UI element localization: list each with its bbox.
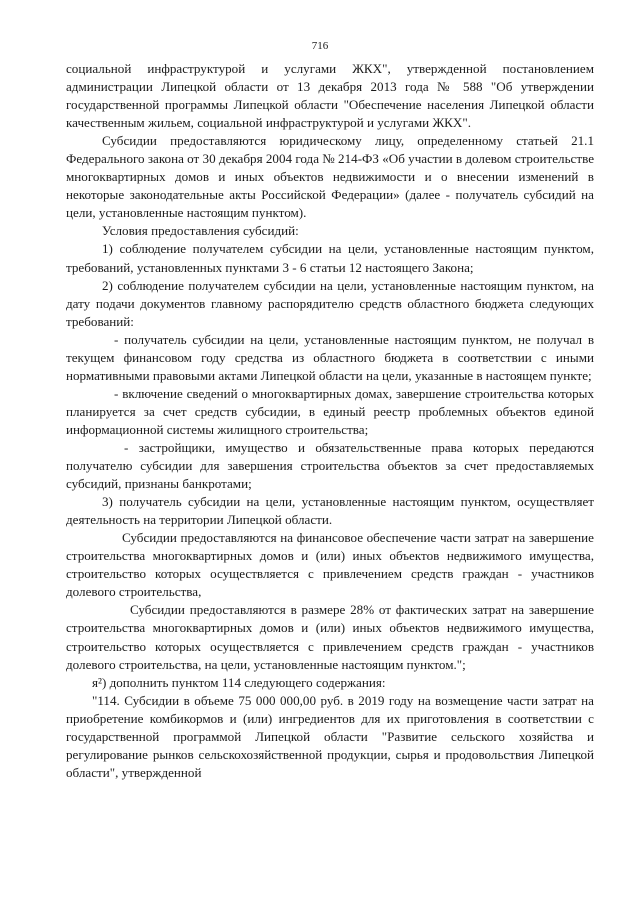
document-body: [66, 60, 594, 782]
paragraph-subsidy-amount: Субсидии предоставляются в размере 28% от фактических затрат на завершение строительства многоквартирных домов и (или) иных объектов недвижимого имущества, строительство которых осуществляется с привлечением средств граждан - участников долевого строительства, на цели, установленные настоящим пунктом.";: [66, 602, 594, 672]
paragraph-continuation: социальной инфраструктурой и услугами ЖКХ", утвержденной постановлением администрации Липецкой области от 13 декабря 2013 года № 588 "Об утверждении государственной программы Липецкой области "Обеспечение населения Липецкой области качественным жильем, социальной инфраструктурой и услугами ЖКХ".: [66, 61, 594, 131]
paragraph-condition-1: 1) соблюдение получателем субсидии на цели, установленные настоящим пунктом, требований, установленных пунктами 3 - 6 статьи 12 настоящего Закона;: [66, 241, 594, 275]
paragraph-condition-3: 3) получатель субсидии на цели, установленные настоящим пунктом, осуществляет деятельность на территории Липецкой области.: [66, 494, 594, 528]
paragraph-item-114: "114. Субсидии в объеме 75 000 000,00 руб. в 2019 году на возмещение части затрат на приобретение комбикормов и (или) ингредиентов для их приготовления в соответствии с государственной программой Липецкой области "Развитие сельского хозяйства и регулирование рынков сельскохозяйственной продукции, сырья и продовольствия Липецкой области", утвержденной: [66, 692, 594, 780]
paragraph-conditions-heading: Условия предоставления субсидий:: [102, 223, 299, 239]
paragraph-requirement-1: - получатель субсидии на цели, установленные настоящим пунктом, не получал в текущем финансовом году средства из областного бюджета в соответствии с иными нормативными правовыми актами Липецкой области на цели, указанные в настоящем пункте;: [66, 331, 594, 383]
page-number: 716: [311, 40, 329, 52]
paragraph-requirement-3: - застройщики, имущество и обязательственные права которых передаются получателю субсидии для завершения строительства объектов за счет предоставляемых субсидий, признаны банкротами;: [66, 439, 594, 492]
paragraph-amendment: я²) дополнить пунктом 114 следующего содержания:: [92, 674, 386, 690]
paragraph-subsidy-recipient: Субсидии предоставляются юридическому лицу, определенному статьей 21.1 Федерального закона от 30 декабря 2004 года № 214-ФЗ «Об участии в долевом строительстве многоквартирных домов и иных объектов недвижимости и о внесении изменений в некоторые законодательные акты Российской Федерации» (далее - получатель субсидий на цели, установленные настоящим пунктом).: [66, 133, 595, 221]
paragraph-condition-2: 2) соблюдение получателем субсидии на цели, установленные настоящим пунктом, на дату подачи документов главному распорядителю средств областного бюджета следующих требований:: [66, 277, 594, 329]
paragraph-subsidy-purpose: Субсидии предоставляются на финансовое обеспечение части затрат на завершение строительства многоквартирных домов и (или) иных объектов недвижимого имущества, строительство которых осуществляется с привлечением средств граждан - участников долевого строительства,: [66, 530, 594, 600]
paragraph-requirement-2: - включение сведений о многоквартирных домах, завершение строительства которых планируется за счет средств субсидии, в единый реестр проблемных объектов единой информационной системы жилищного строительства;: [66, 385, 594, 437]
